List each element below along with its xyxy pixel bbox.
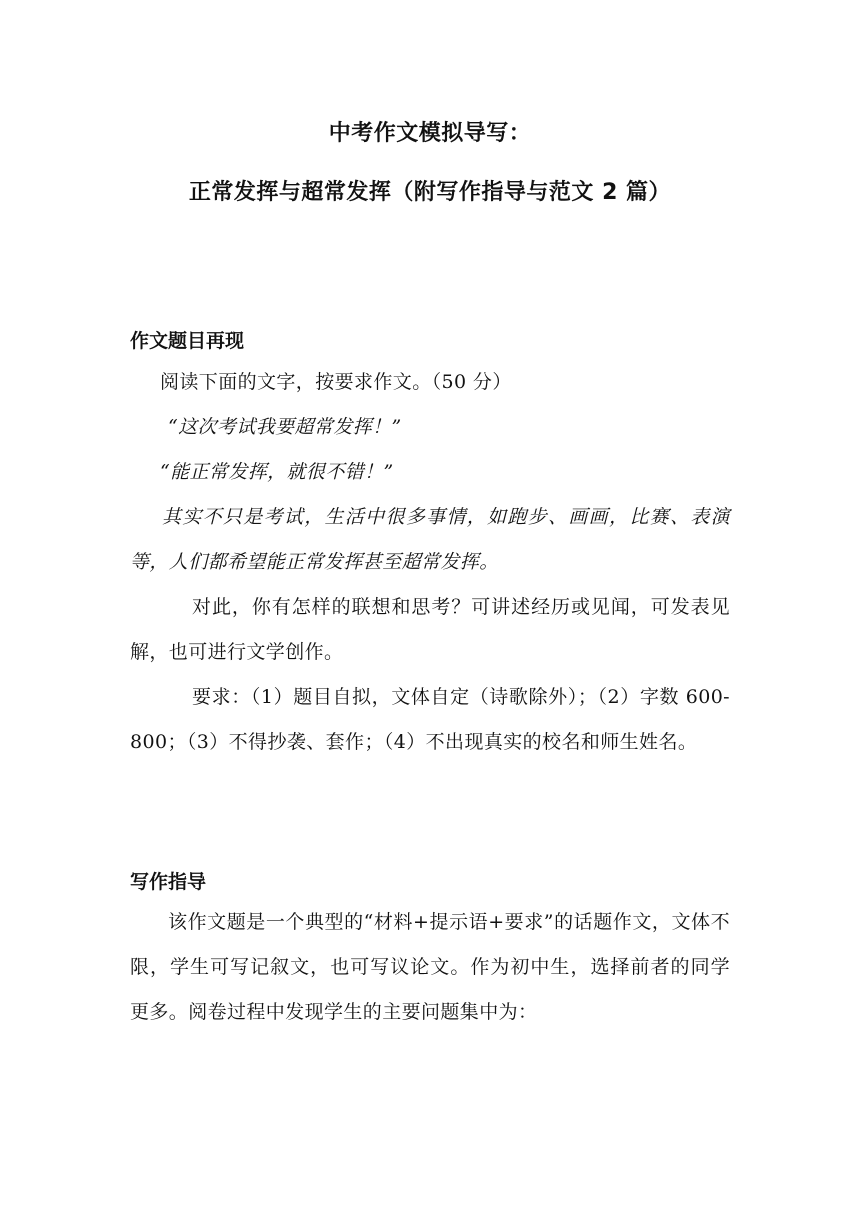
prompt-intro: 阅读下面的文字，按要求作文。（50 分） [160, 371, 512, 393]
prompt-paragraph-examples: 其实不只是考试，生活中很多事情，如跑步、画画，比赛、表演等，人们都希望能正常发挥甚至超常发挥。 [130, 506, 730, 573]
prompt-paragraph-requirements: 要求：（1）题目自拟，文体自定（诗歌除外）；（2）字数 600-800；（3）不得抄袭、套作；（4）不出现真实的校名和师生姓名。 [130, 686, 730, 753]
section-heading-guidance: 写作指导 [130, 871, 207, 893]
guidance-paragraph: 该作文题是一个典型的“材料+提示语+要求”的话题作文，文体不限，学生可写记叙文，也可写议论文。作为初中生，选择前者的同学更多。阅卷过程中发现学生的主要问题集中为： [130, 911, 730, 1023]
prompt-quote-2: “能正常发挥，就很不错！” [160, 461, 394, 483]
document-title-line-2: 正常发挥与超常发挥（附写作指导与范文 2 篇） [188, 180, 672, 205]
document-title-line-1: 中考作文模拟导写： [328, 121, 532, 146]
section-heading-prompt: 作文题目再现 [130, 330, 245, 352]
prompt-quote-1: “这次考试我要超常发挥！” [168, 416, 402, 438]
prompt-paragraph-question: 对此，你有怎样的联想和思考？可讲述经历或见闻，可发表见解，也可进行文学创作。 [130, 596, 730, 663]
